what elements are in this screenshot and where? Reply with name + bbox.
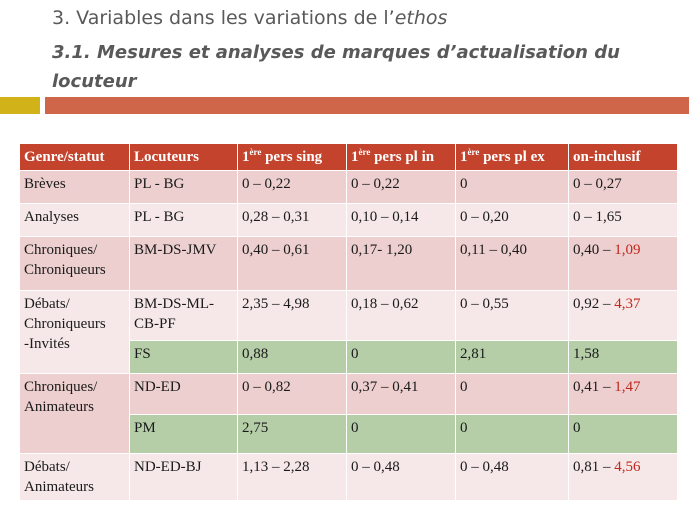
cell-pers-pl-ex: 0 [456,171,569,204]
genre-line: Chroniques/ [24,379,98,395]
cell-pers-pl-ex: 2,81 [456,341,569,374]
header-pers-sing-rest: pers sing [261,149,323,165]
cell-pers-sing: 1,13 – 2,28 [238,454,347,501]
cell-genre: Analyses [20,204,130,237]
header-pers-pl-in-rest: pers pl in [370,149,435,165]
header-pers-pl-ex-sup: ère [467,147,480,157]
header-pers-pl-in [347,144,456,171]
on-value: 0 – 1,65 [573,209,622,225]
header-pers-sing-sup: ère [249,147,262,157]
header-pers-pl-in-base: 1 [351,149,359,165]
cell-locuteurs: ND-ED-BJ [130,454,238,501]
cell-pers-pl-ex: 0 – 0,48 [456,454,569,501]
cell-pers-pl-in: 0,37 – 0,41 [347,374,456,415]
cell-pers-sing: 2,35 – 4,98 [238,291,347,341]
on-value: 1,58 [573,346,600,362]
on-value: 0 – 0,27 [573,176,622,192]
cell-on-inclusif [569,237,678,291]
on-value: 0,81 – [573,459,615,475]
cell-on-inclusif [569,204,678,237]
slide-title-italic: ethos [394,7,448,29]
cell-genre [20,291,130,374]
on-value-highlight: 4,56 [614,459,641,475]
on-value-highlight: 1,09 [614,242,641,258]
header-locuteurs: Locuteurs [130,144,238,171]
header-pers-sing-base: 1 [242,149,250,165]
cell-pers-pl-in: 0 – 0,22 [347,171,456,204]
on-value: 0,41 – [573,379,615,395]
cell-locuteurs: PM [130,415,238,454]
table-row-breves [20,171,678,204]
table-row-debats-invites [20,291,678,341]
genre-line: Chroniques/ [24,242,98,258]
table-row-debats-animateurs [20,454,678,501]
cell-on-inclusif [569,454,678,501]
header-on-inclusif: on-inclusif [569,144,678,171]
cell-on-inclusif [569,171,678,204]
data-table [19,143,678,501]
loc-line: CB-PF [134,316,176,332]
cell-pers-pl-in: 0,17- 1,20 [347,237,456,291]
cell-locuteurs: BM-DS-JMV [130,237,238,291]
header-pers-pl-ex [456,144,569,171]
header-genre: Genre/statut [20,144,130,171]
decor-bar-orange [45,97,689,114]
cell-on-inclusif [569,415,678,454]
cell-locuteurs: ND-ED [130,374,238,415]
loc-line: BM-DS-ML- [134,296,215,312]
on-value: 0,40 – [573,242,615,258]
header-pers-pl-ex-rest: pers pl ex [479,149,545,165]
genre-line: Chroniqueurs [24,262,106,278]
cell-pers-sing: 0,88 [238,341,347,374]
genre-line: Animateurs [24,479,94,495]
genre-line: Débats/ [24,459,70,475]
cell-pers-pl-ex: 0 [456,415,569,454]
cell-pers-pl-in: 0 – 0,48 [347,454,456,501]
cell-pers-pl-ex: 0,11 – 0,40 [456,237,569,291]
cell-on-inclusif [569,374,678,415]
cell-pers-sing: 0 – 0,22 [238,171,347,204]
table-row-analyses [20,204,678,237]
table-header-row [20,144,678,171]
cell-pers-pl-in: 0,10 – 0,14 [347,204,456,237]
cell-pers-pl-in: 0,18 – 0,62 [347,291,456,341]
on-value: 0,92 – [573,296,615,312]
cell-genre [20,454,130,501]
cell-pers-sing: 0 – 0,82 [238,374,347,415]
cell-pers-pl-ex: 0 – 0,55 [456,291,569,341]
table-row-animateurs [20,374,678,415]
on-value-highlight: 4,37 [614,296,641,312]
cell-pers-pl-ex: 0 – 0,20 [456,204,569,237]
slide-title [52,7,447,29]
slide-title-text: 3. Variables dans les variations de l’ [52,7,395,29]
genre-line: Animateurs [24,399,94,415]
cell-pers-sing: 0,28 – 0,31 [238,204,347,237]
cell-genre: Brèves [20,171,130,204]
cell-on-inclusif [569,291,678,341]
header-pers-pl-in-sup: ère [358,147,371,157]
genre-line: Débats/ [24,296,70,312]
cell-pers-pl-in: 0 [347,415,456,454]
cell-genre [20,374,130,454]
cell-on-inclusif [569,341,678,374]
cell-locuteurs: PL - BG [130,171,238,204]
cell-pers-pl-ex: 0 [456,374,569,415]
on-value: 0 [573,420,581,436]
genre-line: -Invités [24,336,70,352]
cell-pers-sing: 0,40 – 0,61 [238,237,347,291]
decor-bar-yellow [0,97,40,114]
cell-locuteurs [130,291,238,341]
on-value-highlight: 1,47 [614,379,641,395]
cell-locuteurs: PL - BG [130,204,238,237]
cell-pers-pl-in: 0 [347,341,456,374]
slide-subtitle: 3.1. Mesures et analyses de marques d’actualisation du locuteur [52,42,620,92]
genre-line: Chroniqueurs [24,316,106,332]
cell-pers-sing: 2,75 [238,415,347,454]
cell-genre [20,237,130,291]
header-pers-sing [238,144,347,171]
table-row-chroniques [20,237,678,291]
cell-locuteurs: FS [130,341,238,374]
header-pers-pl-ex-base: 1 [460,149,468,165]
